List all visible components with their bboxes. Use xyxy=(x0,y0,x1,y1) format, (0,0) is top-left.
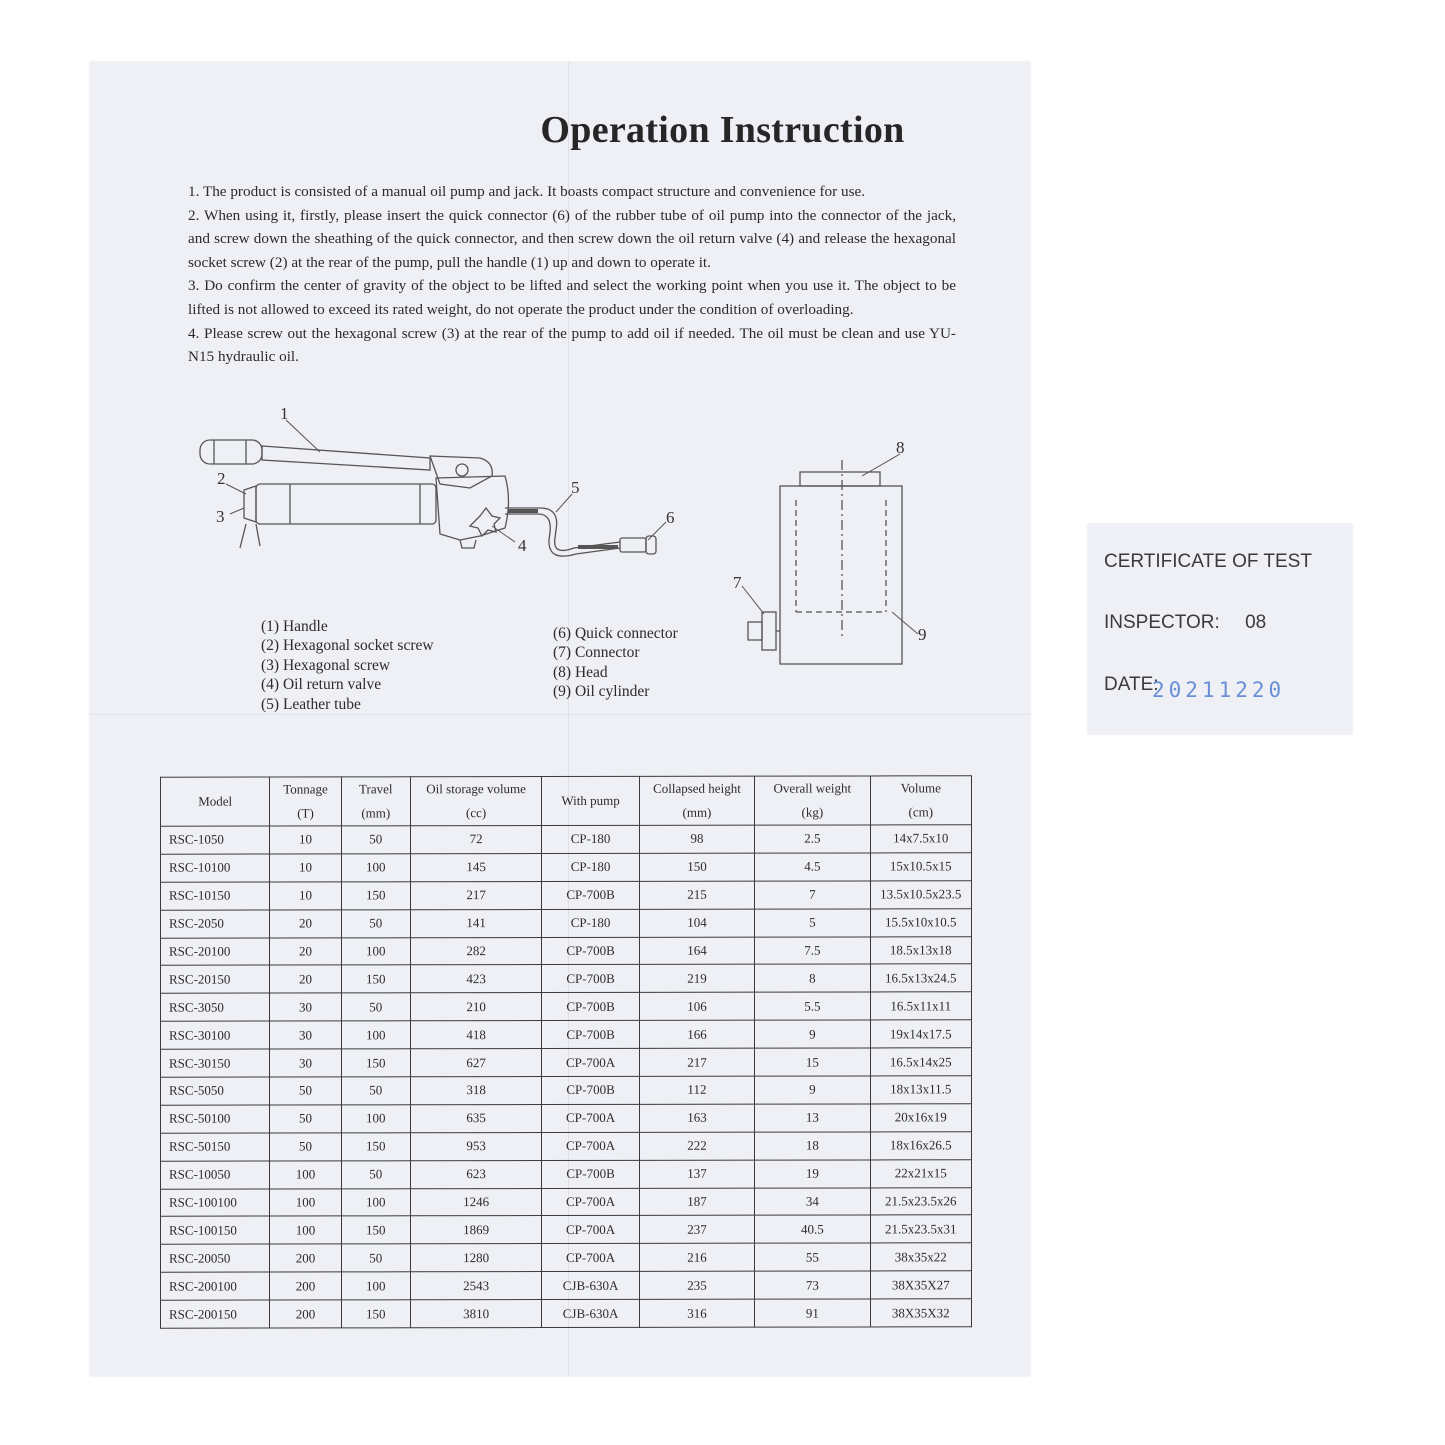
table-cell: 15 xyxy=(755,1048,870,1076)
legend-item-leather-tube: (5) Leather tube xyxy=(261,695,361,713)
table-cell: 10 xyxy=(270,854,341,882)
column-header xyxy=(542,776,639,825)
table-cell: 145 xyxy=(410,853,541,881)
model-cell: RSC-50150 xyxy=(161,1133,270,1161)
table-cell: 21.5x23.5x31 xyxy=(870,1215,971,1243)
callout-7: 7 xyxy=(733,573,742,592)
table-cell: 18 xyxy=(755,1132,870,1160)
column-header xyxy=(410,777,541,826)
table-cell: 40.5 xyxy=(755,1215,870,1243)
table-cell: 10 xyxy=(270,882,341,910)
table-cell: 200 xyxy=(270,1244,341,1272)
table-cell: 38X35X27 xyxy=(870,1271,971,1299)
column-header-unit: (mm) xyxy=(682,804,712,820)
legend-item-head: (8) Head xyxy=(553,663,608,681)
jack-drawing xyxy=(748,460,902,664)
table-row xyxy=(161,1132,972,1161)
table-cell: 18x16x26.5 xyxy=(870,1132,971,1160)
table-row xyxy=(161,853,972,882)
table-cell: 1869 xyxy=(410,1216,541,1244)
legend-item-hex-screw: (3) Hexagonal screw xyxy=(261,656,391,674)
table-cell: CJB-630A xyxy=(542,1300,639,1328)
spec-table-header-row xyxy=(161,776,972,826)
column-header xyxy=(755,776,870,825)
table-cell: CP-700B xyxy=(542,1160,639,1188)
table-row xyxy=(161,1271,972,1300)
table-cell: 72 xyxy=(410,826,541,854)
table-cell: 100 xyxy=(341,854,410,882)
table-cell: 210 xyxy=(410,993,541,1021)
table-cell: 318 xyxy=(410,1077,541,1105)
table-row xyxy=(161,1159,972,1188)
table-cell: 150 xyxy=(341,882,410,910)
column-header-title: Travel xyxy=(359,781,393,797)
table-cell: CP-700A xyxy=(542,1188,639,1216)
table-cell: CP-700B xyxy=(542,1021,639,1049)
table-cell: 222 xyxy=(639,1132,754,1160)
table-cell: 166 xyxy=(639,1020,754,1048)
table-row xyxy=(161,992,972,1021)
column-header xyxy=(341,777,410,826)
table-cell: 1246 xyxy=(410,1188,541,1216)
callout-4: 4 xyxy=(518,536,527,555)
model-cell: RSC-30100 xyxy=(161,1021,270,1049)
table-cell: 200 xyxy=(270,1300,341,1328)
table-cell: 50 xyxy=(341,909,410,937)
table-cell: 18x13x11.5 xyxy=(870,1076,971,1104)
model-cell: RSC-200100 xyxy=(161,1272,270,1300)
spec-table xyxy=(160,775,972,1328)
legend-item-hex-socket-screw: (2) Hexagonal socket screw xyxy=(261,637,434,655)
table-cell: 200 xyxy=(270,1272,341,1300)
column-header-title: Overall weight xyxy=(773,780,852,796)
page-title: Operation Instruction xyxy=(540,109,905,151)
table-cell: 20x16x19 xyxy=(870,1104,971,1132)
table-cell: 1280 xyxy=(410,1244,541,1272)
table-cell: CP-700B xyxy=(542,881,639,909)
table-cell: CP-700A xyxy=(542,1104,639,1132)
callout-2: 2 xyxy=(217,469,226,488)
date-stamp: 20211220 xyxy=(1152,678,1286,702)
table-cell: 50 xyxy=(270,1077,341,1105)
table-cell: 50 xyxy=(270,1133,341,1161)
table-cell: 30 xyxy=(270,993,341,1021)
callout-5: 5 xyxy=(571,478,580,497)
table-cell: 627 xyxy=(410,1049,541,1077)
callout-leaders xyxy=(226,420,918,634)
callout-8: 8 xyxy=(896,438,905,457)
table-cell: CP-700A xyxy=(542,1216,639,1244)
table-row xyxy=(161,1215,972,1244)
certificate-title: CERTIFICATE OF TEST xyxy=(1104,551,1312,572)
table-cell: 5 xyxy=(755,909,870,937)
table-cell: 215 xyxy=(639,881,754,909)
table-cell: 15x10.5x15 xyxy=(870,853,971,881)
table-row xyxy=(161,936,972,965)
table-cell: 13 xyxy=(755,1104,870,1132)
table-cell: 7 xyxy=(755,881,870,909)
table-cell: 150 xyxy=(341,1133,410,1161)
table-cell: 55 xyxy=(755,1243,870,1271)
table-row xyxy=(161,1020,972,1049)
column-header-unit: (cm) xyxy=(908,804,934,820)
table-cell: 623 xyxy=(410,1160,541,1188)
table-cell: 316 xyxy=(639,1299,754,1327)
column-header xyxy=(870,776,971,825)
table-cell: 20 xyxy=(270,937,341,965)
model-cell: RSC-200150 xyxy=(161,1300,270,1328)
table-cell: 30 xyxy=(270,1049,341,1077)
callout-3: 3 xyxy=(216,507,225,526)
table-cell: 100 xyxy=(270,1216,341,1244)
table-cell: 18.5x13x18 xyxy=(870,936,971,964)
instruction-step-2: 2. When using it, firstly, please insert the quick connector (6) of the rubber tube of oil pump into the connector of the jack, and screw down the sheathing of the quick connector, and then screw down the oil return valve (4) and release the hexagonal socket screw (2) at the rear of the pump, pull the handle (1) up and down to operate it. xyxy=(188,206,956,271)
table-cell: 237 xyxy=(639,1216,754,1244)
column-header-unit: (kg) xyxy=(801,804,824,820)
table-row xyxy=(161,1243,972,1272)
table-cell: 21.5x23.5x26 xyxy=(870,1187,971,1215)
certificate-of-test-card xyxy=(1088,524,1352,734)
table-row xyxy=(161,1104,972,1133)
table-cell: CP-700B xyxy=(542,937,639,965)
table-cell: 10 xyxy=(270,826,341,854)
table-cell: 235 xyxy=(639,1271,754,1299)
table-row xyxy=(161,1187,972,1216)
column-header-unit: (T) xyxy=(297,805,314,821)
table-row xyxy=(161,964,972,993)
table-cell: 635 xyxy=(410,1104,541,1132)
table-cell: 100 xyxy=(341,1272,410,1300)
table-cell: 22x21x15 xyxy=(870,1159,971,1187)
model-cell: RSC-50100 xyxy=(161,1105,270,1133)
table-cell: 423 xyxy=(410,965,541,993)
column-header xyxy=(639,776,754,825)
table-cell: 106 xyxy=(639,993,754,1021)
table-cell: 163 xyxy=(639,1104,754,1132)
table-cell: 150 xyxy=(341,1049,410,1077)
table-cell: 14x7.5x10 xyxy=(870,825,971,853)
table-cell: 91 xyxy=(755,1299,870,1327)
callout-9: 9 xyxy=(918,625,927,644)
model-cell: RSC-10050 xyxy=(161,1161,270,1189)
model-cell: RSC-3050 xyxy=(161,993,270,1021)
spec-table-body xyxy=(161,825,972,1328)
column-header-unit: (cc) xyxy=(466,805,487,821)
inspector-label: INSPECTOR: xyxy=(1104,612,1220,633)
table-row xyxy=(161,1299,972,1328)
table-cell: 19x14x17.5 xyxy=(870,1020,971,1048)
table-cell: 141 xyxy=(410,909,541,937)
table-row xyxy=(161,908,972,937)
table-cell: 150 xyxy=(341,1216,410,1244)
table-cell: 38X35X32 xyxy=(870,1299,971,1327)
table-row xyxy=(161,825,972,854)
date-label: DATE: xyxy=(1104,674,1159,695)
table-cell: 217 xyxy=(639,1048,754,1076)
table-cell: 30 xyxy=(270,1021,341,1049)
pump-drawing xyxy=(200,440,656,556)
legend-item-oil-return-valve: (4) Oil return valve xyxy=(261,676,382,694)
table-cell: 9 xyxy=(755,1020,870,1048)
table-cell: 100 xyxy=(341,937,410,965)
table-cell: 5.5 xyxy=(755,992,870,1020)
column-header-title: Tonnage xyxy=(283,781,328,797)
table-cell: 34 xyxy=(755,1188,870,1216)
table-cell: CJB-630A xyxy=(542,1272,639,1300)
table-cell: 98 xyxy=(639,825,754,853)
table-cell: 8 xyxy=(755,964,870,992)
parts-legend-left xyxy=(261,617,434,714)
table-cell: 217 xyxy=(410,881,541,909)
table-cell: CP-700B xyxy=(542,1076,639,1104)
table-cell: 100 xyxy=(270,1188,341,1216)
table-row xyxy=(161,1076,972,1105)
table-cell: 20 xyxy=(270,965,341,993)
table-cell: 150 xyxy=(341,1300,410,1328)
model-cell: RSC-10100 xyxy=(161,854,270,882)
table-cell: 16.5x11x11 xyxy=(870,992,971,1020)
table-cell: 104 xyxy=(639,909,754,937)
model-cell: RSC-10150 xyxy=(161,882,270,910)
column-header-title: With pump xyxy=(561,792,620,809)
table-cell: 2543 xyxy=(410,1272,541,1300)
table-cell: 4.5 xyxy=(755,853,870,881)
model-cell: RSC-2050 xyxy=(161,910,270,938)
table-cell: 216 xyxy=(639,1244,754,1272)
table-cell: 16.5x14x25 xyxy=(870,1048,971,1076)
table-cell: CP-700A xyxy=(542,1132,639,1160)
table-cell: 3810 xyxy=(410,1300,541,1328)
model-cell: RSC-100150 xyxy=(161,1216,270,1244)
table-cell: 2.5 xyxy=(755,825,870,853)
table-cell: 9 xyxy=(755,1076,870,1104)
table-cell: 50 xyxy=(341,993,410,1021)
table-cell: 13.5x10.5x23.5 xyxy=(870,881,971,909)
column-header-title: Collapsed height xyxy=(653,780,741,796)
model-cell: RSC-20050 xyxy=(161,1244,270,1272)
table-cell: 100 xyxy=(270,1161,341,1189)
table-cell: 150 xyxy=(639,853,754,881)
table-row xyxy=(161,881,972,910)
inspector-row xyxy=(1104,612,1266,634)
legend-item-quick-connector: (6) Quick connector xyxy=(553,625,678,642)
model-cell: RSC-20100 xyxy=(161,938,270,966)
table-cell: 50 xyxy=(341,1160,410,1188)
table-cell: 15.5x10x10.5 xyxy=(870,908,971,936)
column-header-title: Volume xyxy=(900,780,941,796)
column-header-title: Oil storage volume xyxy=(426,781,526,797)
table-cell: 418 xyxy=(410,1021,541,1049)
instruction-step-1: 1. The product is consisted of a manual oil pump and jack. It boasts compact structure and convenience for use. xyxy=(188,183,866,200)
table-cell: 164 xyxy=(639,937,754,965)
callout-1: 1 xyxy=(280,404,289,423)
model-cell: RSC-30150 xyxy=(161,1049,270,1077)
inspector-value: 08 xyxy=(1245,612,1267,633)
legend-item-connector: (7) Connector xyxy=(553,644,640,662)
table-cell: 16.5x13x24.5 xyxy=(870,964,971,992)
table-cell: 38x35x22 xyxy=(870,1243,971,1271)
table-cell: 953 xyxy=(410,1132,541,1160)
table-cell: 100 xyxy=(341,1105,410,1133)
model-cell: RSC-20150 xyxy=(161,965,270,993)
table-cell: 73 xyxy=(755,1271,870,1299)
table-cell: 187 xyxy=(639,1188,754,1216)
column-header-title: Model xyxy=(198,793,233,809)
table-cell: 100 xyxy=(341,1021,410,1049)
model-cell: RSC-1050 xyxy=(161,826,270,854)
table-cell: 50 xyxy=(341,1244,410,1272)
table-cell: 137 xyxy=(639,1160,754,1188)
column-header-unit: (mm) xyxy=(361,805,391,821)
table-cell: CP-180 xyxy=(542,853,639,881)
table-cell: CP-700B xyxy=(542,965,639,993)
model-cell: RSC-5050 xyxy=(161,1077,270,1105)
instruction-step-3: 3. Do confirm the center of gravity of the object to be lifted and select the working point when you use it. The object to be lifted is not allowed to exceed its rated weight, do not operate the product under the condition of overloading. xyxy=(188,277,956,318)
table-cell: 20 xyxy=(270,910,341,938)
table-cell: CP-180 xyxy=(542,825,639,853)
table-cell: 100 xyxy=(341,1188,410,1216)
table-cell: 50 xyxy=(270,1105,341,1133)
table-row xyxy=(161,1048,972,1077)
table-cell: 50 xyxy=(341,1077,410,1105)
table-cell: CP-180 xyxy=(542,909,639,937)
table-cell: 112 xyxy=(639,1076,754,1104)
table-cell: CP-700A xyxy=(542,1244,639,1272)
column-header xyxy=(161,777,270,826)
legend-item-oil-cylinder: (9) Oil cylinder xyxy=(553,683,650,701)
table-cell: 282 xyxy=(410,937,541,965)
table-cell: 50 xyxy=(341,826,410,854)
callout-6: 6 xyxy=(666,508,675,527)
table-cell: CP-700B xyxy=(542,993,639,1021)
table-cell: 150 xyxy=(341,965,410,993)
model-cell: RSC-100100 xyxy=(161,1189,270,1217)
table-cell: 7.5 xyxy=(755,937,870,965)
parts-legend-right xyxy=(553,624,678,702)
instruction-step-4: 4. Please screw out the hexagonal screw (3) at the rear of the pump to add oil if needed. The oil must be clean and use YU-N15 hydraulic oil. xyxy=(188,324,956,366)
table-cell: 19 xyxy=(755,1160,870,1188)
column-header xyxy=(270,777,341,826)
legend-item-handle: (1) Handle xyxy=(261,618,328,635)
table-cell: 219 xyxy=(639,965,754,993)
table-cell: CP-700A xyxy=(542,1048,639,1076)
